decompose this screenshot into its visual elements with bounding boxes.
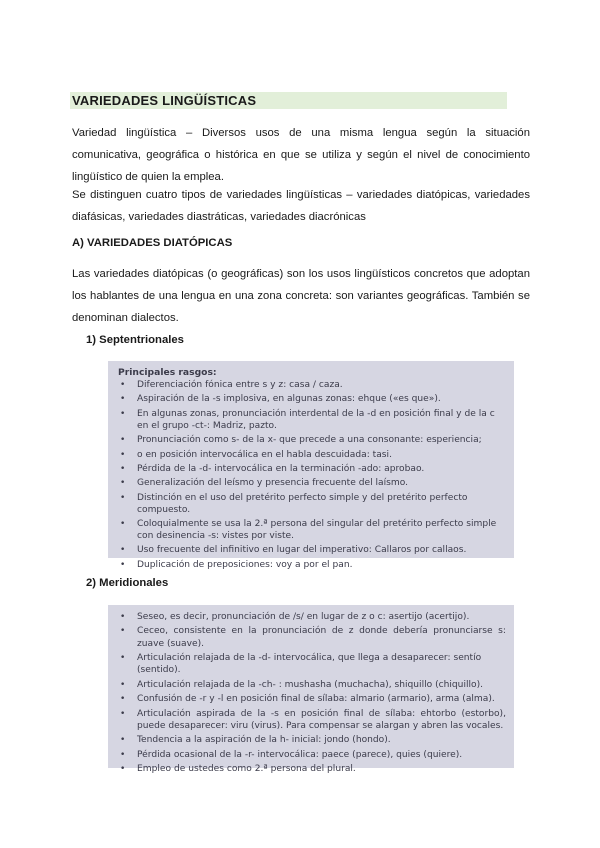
- box-heading: Principales rasgos:: [118, 367, 217, 378]
- list-item: • Articulación relajada de la -ch- : mushasha (muchacha), shiquillo (chiquillo).: [118, 679, 506, 691]
- list-item: • Distinción en el uso del pretérito perfecto simple y del pretérito perfecto compuesto.: [118, 493, 506, 517]
- list-item: • Tendencia a la aspiración de la h- inicial: jondo (hondo).: [118, 734, 506, 746]
- list-item: • Articulación relajada de la -d- intervocálica, que llega a desaparecer: sentío (sentido).: [118, 652, 506, 676]
- list-item: • Aspiración de la -s implosiva, en algunas zonas: ehque («es que»).: [118, 394, 506, 406]
- meridionales-heading: 2) Meridionales: [86, 577, 169, 589]
- page-title: VARIEDADES LINGÜÍSTICAS: [70, 92, 507, 109]
- section-a-heading: A) VARIEDADES DIATÓPICAS: [72, 237, 233, 249]
- list-item: • o en posición intervocálica en el habla descuidada: tasi.: [118, 450, 506, 462]
- list-item: • Articulación aspirada de la -s en posición final de sílaba: ehtorbo (estorbo), puede desaparecer: viru (virus). Para compensar se alargan y abren las vocales.: [118, 708, 506, 732]
- meridionales-box: [108, 605, 514, 775]
- septentrionales-box: [108, 361, 514, 570]
- list-item: • Diferenciación fónica entre s y z: casa / caza.: [118, 380, 506, 392]
- list-item: • Coloquialmente se usa la 2.ª persona del singular del pretérito perfecto simple con desinencia -s: vistes por viste.: [118, 519, 506, 543]
- list-item: • Pérdida de la -d- intervocálica en la terminación -ado: aprobao.: [118, 464, 506, 476]
- list-item: • Pronunciación como s- de la x- que precede a una consonante: esperiencia;: [118, 435, 506, 447]
- list-item: • Seseo, es decir, pronunciación de /s/ en lugar de z o c: asertijo (acertijo).: [118, 611, 506, 623]
- list-item: • Confusión de -r y -l en posición final de sílaba: almario (armario), arma (alma).: [118, 693, 506, 705]
- list-item: • Ceceo, consistente en la pronunciación de z donde debería pronunciarse s: zuave (suave).: [118, 625, 506, 649]
- list-item: • En algunas zonas, pronunciación interdental de la -d en posición final y de la c en el grupo -ct-: Madriz, pazto.: [118, 409, 506, 433]
- section-a-paragraph: Las variedades diatópicas (o geográficas) son los usos lingüísticos concretos que adoptan los hablantes de una lengua en una zona concreta: son variantes geográficas. También se denominan dialectos.: [72, 268, 530, 324]
- meridionales-list: [118, 611, 506, 775]
- list-item: • Empleo de ustedes como 2.ª persona del plural.: [118, 763, 506, 775]
- septentrionales-heading: 1) Septentrionales: [86, 334, 184, 346]
- list-item: • Duplicación de preposiciones: voy a por el pan.: [118, 560, 506, 572]
- septentrionales-list: [118, 380, 506, 572]
- list-item: • Pérdida ocasional de la -r- intervocálica: paece (parece), quies (quiere).: [118, 749, 506, 761]
- list-item: • Uso frecuente del infinitivo en lugar del imperativo: Callaros por callaos.: [118, 545, 506, 557]
- list-item: • Generalización del leísmo y presencia frecuente del laísmo.: [118, 478, 506, 490]
- intro-paragraph: Variedad lingüística – Diversos usos de una misma lengua según la situación comunicativa, geográfica o histórica en que se utiliza y según el nivel de conocimiento lingüístico de quien la emplea.: [72, 127, 530, 183]
- types-paragraph: Se distinguen cuatro tipos de variedades lingüísticas – variedades diatópicas, variedades diafásicas, variedades diastráticas, variedades diacrónicas: [72, 189, 530, 223]
